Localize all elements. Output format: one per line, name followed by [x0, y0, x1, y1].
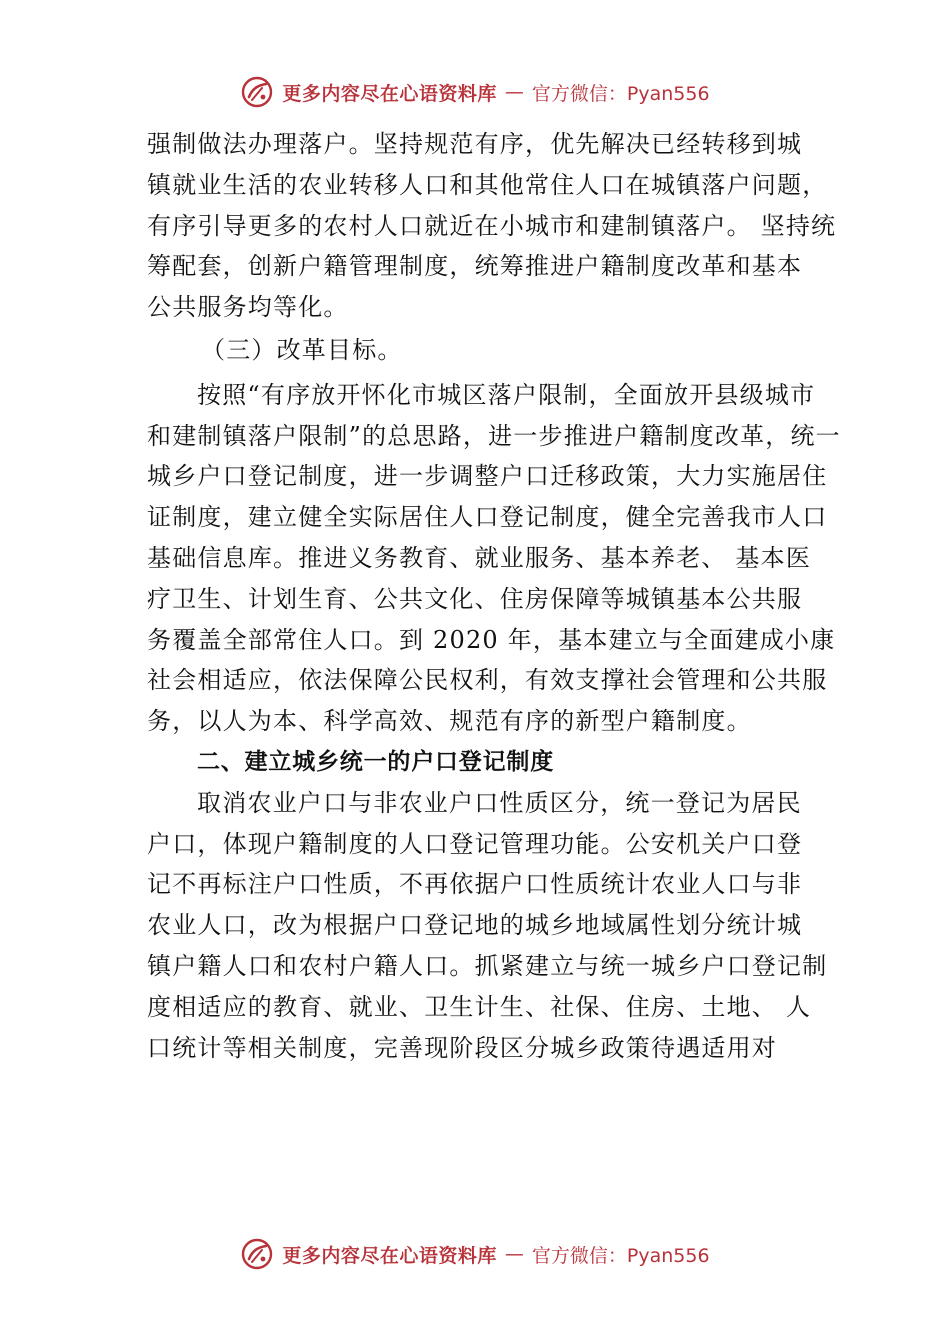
- section-heading: 二、建立城乡统一的户口登记制度: [197, 748, 554, 775]
- text-line: 有序引导更多的农村人口就近在小城市和建制镇落户。 坚持统: [147, 211, 837, 240]
- text-line: 镇就业生活的农业转移人口和其他常住人口在城镇落户问题，: [147, 170, 828, 199]
- brand-logo-icon: [240, 1237, 274, 1271]
- paragraph-1: [147, 124, 837, 328]
- text-line: 疗卫生、计划生育、公共文化、住房保障等城镇基本公共服: [147, 584, 803, 613]
- text-line: 镇户籍人口和农村户籍人口。抓紧建立与统一城乡户口登记制: [147, 951, 828, 980]
- banner-wechat-text: 官方微信：Pyan556: [531, 82, 710, 105]
- brand-logo-icon: [240, 75, 274, 109]
- banner-wechat-text: 官方微信：Pyan556: [531, 1244, 710, 1267]
- text-line: 和建制镇落户限制”的总思路，进一步推进户籍制度改革，统一: [147, 421, 841, 450]
- text-line: 基础信息库。推进义务教育、就业服务、基本养老、 基本医: [147, 543, 812, 572]
- text-line: 强制做法办理落户。坚持规范有序，优先解决已经转移到城: [147, 130, 803, 158]
- text-line: 务覆盖全部常住人口。到 2020 年，基本建立与全面建成小康: [147, 625, 836, 654]
- text-line: 户口，体现户籍制度的人口登记管理功能。公安机关户口登: [147, 829, 803, 858]
- text-line: 口统计等相关制度，完善现阶段区分城乡政策待遇适用对: [147, 1033, 777, 1062]
- text-line: 务，以人为本、科学高效、规范有序的新型户籍制度。: [147, 707, 752, 736]
- text-line: 筹配套，创新户籍管理制度，统筹推进户籍制度改革和基本: [147, 252, 803, 281]
- text-line: 按照“有序放开怀化市城区落户限制，全面放开县级城市: [197, 380, 816, 409]
- text-line: 城乡户口登记制度，进一步调整户口迁移政策，大力实施居住: [147, 462, 828, 491]
- banner-main-text: 更多内容尽在心语资料库: [282, 82, 497, 105]
- text-line: 度相适应的教育、就业、卫生计生、社保、住房、土地、 人: [147, 992, 812, 1021]
- subheading-reform-goals: （三）改革目标。: [201, 335, 403, 364]
- paragraph-2: [147, 375, 841, 742]
- header-banner: [0, 70, 950, 114]
- banner-separator: —: [504, 1243, 524, 1265]
- paragraph-3: [147, 783, 828, 1069]
- text-line: 证制度，建立健全实际居住人口登记制度，健全完善我市人口: [147, 503, 828, 532]
- banner-separator: —: [504, 81, 524, 103]
- footer-banner: [0, 1232, 950, 1276]
- text-line: 取消农业户口与非农业户口性质区分，统一登记为居民: [197, 788, 802, 817]
- banner-main-text: 更多内容尽在心语资料库: [282, 1244, 497, 1267]
- text-line: 社会相适应，依法保障公民权利，有效支撑社会管理和公共服: [147, 666, 828, 695]
- text-line: 记不再标注户口性质，不再依据户口性质统计农业人口与非: [147, 870, 803, 899]
- text-line: 公共服务均等化。: [147, 293, 349, 322]
- document-body: [147, 124, 841, 1068]
- text-line: 农业人口，改为根据户口登记地的城乡地域属性划分统计城: [147, 911, 803, 940]
